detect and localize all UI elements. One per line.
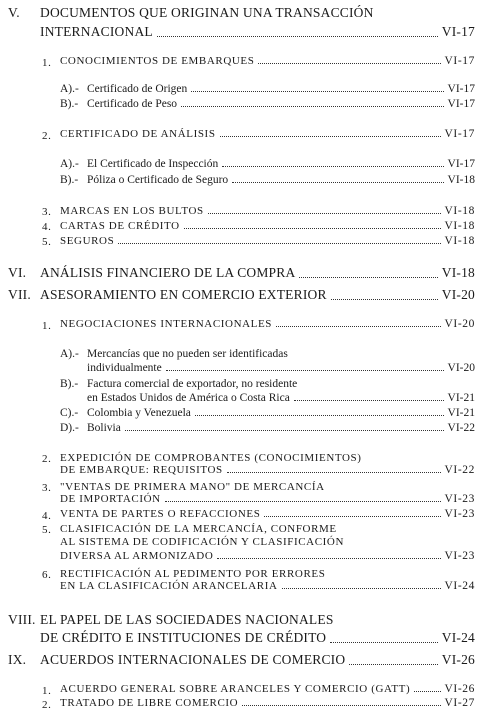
- toc-title: ACUERDO GENERAL SOBRE ARANCELES Y COMERCIO (GATT): [60, 683, 411, 695]
- toc-number: 4.: [42, 510, 52, 522]
- toc-title: ASESORAMIENTO EN COMERCIO EXTERIOR: [40, 287, 327, 302]
- toc-title-line: "VENTAS DE PRIMERA MANO" DE MERCANCÍA: [60, 481, 325, 493]
- toc-page-number: VI-22: [447, 422, 475, 434]
- toc-number: 2.: [42, 130, 52, 142]
- toc-title-line: Mercancías que no pueden ser identificadas: [87, 348, 288, 360]
- dot-leader: [157, 36, 438, 37]
- toc-title-line: DIVERSA AL ARMONIZADO: [60, 550, 214, 562]
- toc-number: VIII.: [8, 612, 36, 627]
- dot-leader: [242, 705, 440, 706]
- dot-leader: [299, 277, 437, 278]
- toc-page-number: VI-23: [444, 493, 475, 505]
- toc-title: SEGUROS: [60, 235, 115, 247]
- dot-leader: [232, 182, 443, 183]
- dot-leader: [349, 664, 437, 665]
- toc-number: 3.: [42, 206, 52, 218]
- toc-title: CONOCIMIENTOS DE EMBARQUES: [60, 55, 255, 67]
- dot-leader: [227, 472, 441, 473]
- dot-leader: [181, 106, 443, 107]
- toc-page-number: VI-26: [444, 683, 475, 695]
- dot-leader: [258, 63, 440, 64]
- toc-title: NEGOCIACIONES INTERNACIONALES: [60, 318, 273, 330]
- toc-number: 2.: [42, 453, 52, 465]
- toc-number: VI.: [8, 265, 27, 280]
- toc-title-line: DE IMPORTACIÓN: [60, 493, 161, 505]
- dot-leader: [165, 501, 441, 502]
- toc-number: 1.: [42, 685, 52, 697]
- toc-number: 2.: [42, 699, 52, 711]
- toc-page-number: VI-17: [441, 24, 475, 39]
- toc-number: C).-: [60, 407, 79, 419]
- toc-page-number: VI-20: [444, 318, 475, 330]
- toc-page-number: VI-27: [444, 697, 475, 709]
- dot-leader: [330, 642, 437, 643]
- toc-page-number: VI-26: [441, 652, 475, 667]
- toc-title-line: RECTIFICACIÓN AL PEDIMENTO POR ERRORES: [60, 568, 326, 580]
- toc-number: V.: [8, 5, 20, 20]
- dot-leader: [331, 299, 438, 300]
- toc-page-number: VI-17: [447, 98, 475, 110]
- dot-leader: [220, 136, 441, 137]
- toc-number: D).-: [60, 422, 79, 434]
- toc-number: IX.: [8, 652, 27, 667]
- toc-title-line: DE EMBARQUE: REQUISITOS: [60, 464, 223, 476]
- toc-number: 1.: [42, 320, 52, 332]
- toc-page-number: VI-20: [447, 362, 475, 374]
- toc-page-number: VI-17: [447, 158, 475, 170]
- dot-leader: [184, 228, 441, 229]
- toc-number: 5.: [42, 236, 52, 248]
- toc-number: B).-: [60, 378, 79, 390]
- toc-title-line: AL SISTEMA DE CODIFICACIÓN Y CLASIFICACIÓN: [60, 536, 345, 548]
- toc-title-line: EN LA CLASIFICACIÓN ARANCELARIA: [60, 580, 278, 592]
- dot-leader: [166, 370, 444, 371]
- toc-title: MARCAS EN LOS BULTOS: [60, 205, 204, 217]
- toc-title: Certificado de Origen: [87, 83, 188, 95]
- toc-number: B).-: [60, 98, 79, 110]
- dot-leader: [191, 91, 443, 92]
- toc-title-line: en Estados Unidos de América o Costa Rica: [87, 392, 290, 404]
- toc-title: Certificado de Peso: [87, 98, 178, 110]
- dot-leader: [294, 400, 444, 401]
- toc-title: TRATADO DE LIBRE COMERCIO: [60, 697, 239, 709]
- dot-leader: [118, 243, 440, 244]
- toc-title-line: EXPEDICIÓN DE COMPROBANTES (CONOCIMIENTOS): [60, 452, 362, 464]
- toc-title: CARTAS DE CRÉDITO: [60, 220, 180, 232]
- dot-leader: [264, 516, 440, 517]
- toc-page-number: VI-21: [447, 407, 475, 419]
- toc-number: 5.: [42, 524, 52, 536]
- toc-title: ANÁLISIS FINANCIERO DE LA COMPRA: [40, 265, 296, 280]
- toc-title-line: individualmente: [87, 362, 162, 374]
- toc-number: 6.: [42, 569, 52, 581]
- toc-title: Colombia y Venezuela: [87, 407, 191, 419]
- toc-number: A).-: [60, 158, 79, 170]
- toc-title: CERTIFICADO DE ANÁLISIS: [60, 128, 216, 140]
- toc-number: B).-: [60, 174, 79, 186]
- toc-title: El Certificado de Inspección: [87, 158, 219, 170]
- dot-leader: [282, 588, 441, 589]
- toc-title-line: DOCUMENTOS QUE ORIGINAN UNA TRANSACCIÓN: [40, 5, 374, 20]
- toc-title: Bolivia: [87, 422, 121, 434]
- toc-page-number: VI-18: [444, 220, 475, 232]
- dot-leader: [195, 415, 444, 416]
- toc-title-line: CLASIFICACIÓN DE LA MERCANCÍA, CONFORME: [60, 523, 337, 535]
- toc-page-number: VI-24: [444, 580, 475, 592]
- toc-number: 3.: [42, 482, 52, 494]
- toc-title: Póliza o Certificado de Seguro: [87, 174, 229, 186]
- dot-leader: [414, 691, 440, 692]
- toc-page-number: VI-23: [444, 508, 475, 520]
- toc-title-line: DE CRÉDITO E INSTITUCIONES DE CRÉDITO: [40, 630, 327, 645]
- toc-page-number: VI-18: [444, 235, 475, 247]
- toc-title-line: Factura comercial de exportador, no residente: [87, 378, 298, 390]
- toc-number: A).-: [60, 348, 79, 360]
- dot-leader: [276, 326, 441, 327]
- toc-page-number: VI-18: [444, 205, 475, 217]
- toc-page-number: VI-17: [447, 83, 475, 95]
- toc-title-line: INTERNACIONAL: [40, 24, 153, 39]
- toc-title: ACUERDOS INTERNACIONALES DE COMERCIO: [40, 652, 346, 667]
- dot-leader: [222, 166, 443, 167]
- toc-page-number: VI-18: [441, 265, 475, 280]
- toc-page-number: VI-24: [441, 630, 475, 645]
- toc-page-number: VI-21: [447, 392, 475, 404]
- toc-page-number: VI-17: [444, 128, 475, 140]
- toc-page-number: VI-18: [447, 174, 475, 186]
- toc-title-line: EL PAPEL DE LAS SOCIEDADES NACIONALES: [40, 612, 334, 627]
- toc-page-number: VI-20: [441, 287, 475, 302]
- toc-number: 4.: [42, 221, 52, 233]
- toc-page-number: VI-23: [444, 550, 475, 562]
- dot-leader: [208, 213, 441, 214]
- toc-title: VENTA DE PARTES O REFACCIONES: [60, 508, 261, 520]
- toc-number: 1.: [42, 57, 52, 69]
- toc-page-number: VI-17: [444, 55, 475, 67]
- dot-leader: [217, 558, 440, 559]
- toc-number: A).-: [60, 83, 79, 95]
- toc-number: VII.: [8, 287, 31, 302]
- dot-leader: [125, 430, 444, 431]
- toc-page-number: VI-22: [444, 464, 475, 476]
